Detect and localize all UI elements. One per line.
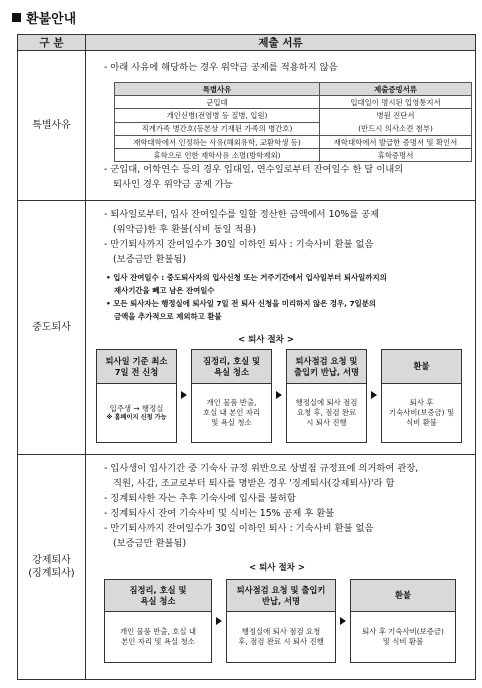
row-body-midway xyxy=(86,201,475,454)
step-header-line: 욕실 청소 xyxy=(140,595,176,606)
step-detail-line: 본인 자리 및 욕실 청소 xyxy=(121,637,195,646)
table-header xyxy=(18,35,475,51)
table-cell-line: (반드시 의사소견 첨부) xyxy=(358,124,433,133)
table-row xyxy=(115,109,472,123)
step-detail xyxy=(192,384,271,442)
midway-bullet-2b: (보증금만 환불됨) xyxy=(113,254,187,265)
step-detail-line: 개인 물품 반출, 호실 내 xyxy=(119,627,196,637)
table-cell: 재학대학에서 발급한 증명서 및 확인서 xyxy=(320,136,472,149)
step-detail xyxy=(97,384,176,442)
square-bullet-icon xyxy=(12,13,21,22)
table-cell: 직계가족 병간호(등본상 기재된 가족의 병간호) xyxy=(115,122,320,136)
midway-notes xyxy=(106,271,469,323)
step-header-line: 욕실 청소 xyxy=(214,366,249,377)
table-head-reason: 특별사유 xyxy=(115,83,320,96)
disc-step-2 xyxy=(226,579,336,663)
row-body-special xyxy=(86,51,475,200)
disciplinary-bullets xyxy=(104,461,465,551)
disc-bullet-1a: - 입사생이 입사기간 중 기숙사 규정 위반으로 상벌점 규정표에 의거하여 관장, xyxy=(104,463,419,474)
table-cell: 재학대학에서 인정하는 사유(해외유학, 교환학생 등) xyxy=(115,136,320,149)
arrow-right-icon xyxy=(181,391,187,399)
step-header-line: 짐정리, 호실 및 xyxy=(202,355,261,366)
step-header-line: 퇴사점검 요청 및 출입키 xyxy=(236,584,326,595)
header-documents: 제출 서류 xyxy=(258,37,303,49)
special-note-line2: 퇴사인 경우 위약금 공제 가능 xyxy=(113,179,233,190)
step-detail-line: 요청 후, 점검 완료 xyxy=(296,408,357,417)
step-detail-line: 및 욕실 청소 xyxy=(211,417,252,427)
step-detail-line: 행정실에 퇴사 점검 요청 xyxy=(241,627,321,637)
disc-bullet-1b: 직원, 사감, 조교로부터 퇴사를 명받은 경우 '징계퇴사(강제퇴사)'라 함 xyxy=(113,478,395,489)
midway-step-4 xyxy=(381,349,462,443)
midway-note-1a: • 입사 잔여일수 : 중도퇴사자의 입사신청 또는 거주기간에서 입사일부터 퇴사일까지의 xyxy=(106,273,387,282)
step-detail-line: 식비 환불 xyxy=(406,417,437,427)
disc-bullet-4a: - 만기퇴사까지 잔여일수가 30일 이하인 퇴사 : 기숙사비 환불 없음 xyxy=(104,523,374,534)
step-detail-line: 후, 점검 완료 시 퇴사 진행 xyxy=(238,637,324,646)
row-midway xyxy=(18,201,475,455)
row-label-line: 강제퇴사 xyxy=(32,554,71,566)
arrow-right-icon xyxy=(276,391,282,399)
midway-note-2a: • 모든 퇴사자는 행정실에 퇴사일 7일 전 퇴사 신청을 미리하지 않은 경우, 7일분의 xyxy=(106,299,377,308)
step-detail-line: 기숙사비(보증금) 및 xyxy=(388,408,455,417)
midway-note-2b: 금액을 추가적으로 제외하고 환불 xyxy=(114,312,222,321)
row-label-special: 특별사유 xyxy=(18,51,86,200)
step-header-line: 환불 xyxy=(413,361,430,372)
special-note xyxy=(104,162,465,192)
table-cell: 휴학으로 인한 재학사유 소멸(방학제외) xyxy=(115,149,320,162)
step-header xyxy=(351,580,455,612)
table-row xyxy=(115,96,472,109)
disc-bullet-2: - 징계퇴사한 자는 추후 기숙사에 입사를 불허함 xyxy=(104,493,296,504)
step-detail-line: 및 식비 환불 xyxy=(382,637,424,646)
table-row xyxy=(115,136,472,149)
row-disciplinary xyxy=(18,455,475,679)
step-header-line: 출입키 반납, 서명 xyxy=(293,366,360,377)
step-header xyxy=(105,580,211,612)
midway-bullet-1b: (위약금)한 후 환불(식비 동일 적용) xyxy=(113,224,257,235)
disc-step-3 xyxy=(350,579,456,663)
disciplinary-procedure-title: < 퇴사 절차 > xyxy=(249,563,305,573)
step-detail-line: 호실 내 본인 자리 xyxy=(202,408,261,417)
midway-bullet-2a: - 만기퇴사까지 잔여일수가 30일 이하인 퇴사 : 기숙사비 환불 없음 xyxy=(104,239,374,250)
step-header-line: 7일 전 신청 xyxy=(114,366,159,377)
table-head-proof: 제출증빙서류 xyxy=(320,83,472,96)
step-detail xyxy=(382,384,461,442)
table-cell: 입대일이 명시된 입영통지서 xyxy=(320,96,472,109)
disc-bullet-3: - 징계퇴사시 잔여 기숙사비 및 식비는 15% 공제 후 환불 xyxy=(104,508,335,519)
table-row xyxy=(115,83,472,96)
arrow-right-icon xyxy=(216,617,222,625)
step-detail xyxy=(351,612,455,662)
row-label-midway: 중도퇴사 xyxy=(18,201,86,454)
step-header-line: 환불 xyxy=(394,590,412,601)
row-special xyxy=(18,51,475,201)
midway-step-3 xyxy=(286,349,367,443)
step-header xyxy=(287,350,366,384)
special-intro: - 아래 사유에 해당하는 경우 위약금 공제를 적용하지 않음 xyxy=(104,62,338,73)
table-row xyxy=(115,149,472,162)
table-cell: 개인신병(전염병 등 질병, 입원) xyxy=(115,109,320,123)
arrow-right-icon xyxy=(371,391,377,399)
midway-step-2 xyxy=(191,349,272,443)
midway-step-1 xyxy=(96,349,177,443)
disc-bullet-4b: (보증금만 환불됨) xyxy=(113,538,187,549)
step-detail xyxy=(105,612,211,662)
step-detail-line: 행정실에 퇴사 점검 xyxy=(295,398,358,408)
step-detail-line: 시 퇴사 진행 xyxy=(306,417,347,427)
table-cell: 군입대 xyxy=(115,96,320,109)
header-category: 구 분 xyxy=(18,35,86,50)
step-detail-line: 입주생 → 행정실 xyxy=(109,403,164,413)
step-detail-line: 퇴사 후 xyxy=(409,398,434,408)
step-header-line: 퇴사일 기준 최소 xyxy=(105,355,168,366)
midway-bullet-1a: - 퇴사일로부터, 입사 잔여일수를 일할 정산한 금액에서 10%를 공제 xyxy=(104,209,380,220)
step-header xyxy=(382,350,461,384)
table-cell-line: 병원 진단서 xyxy=(376,111,415,120)
disc-step-1 xyxy=(104,579,212,663)
midway-procedure-title: < 퇴사 절차 > xyxy=(238,335,294,345)
row-body-disciplinary xyxy=(86,455,475,679)
table-cell: 휴학증명서 xyxy=(320,149,472,162)
step-detail xyxy=(287,384,366,442)
table-cell-merged xyxy=(320,109,472,136)
step-header xyxy=(227,580,335,612)
step-header-line: 짐정리, 호실 및 xyxy=(129,584,187,595)
step-header-line: 반납, 서명 xyxy=(261,595,301,606)
special-note-line1: - 군입대, 어학연수 등의 경우 입대일, 연수일로부터 잔여일수 한 달 이내의 xyxy=(104,164,404,175)
step-detail-note: ※ 홈페이지 신청 가능 xyxy=(106,413,167,421)
page-title xyxy=(12,8,76,27)
step-header-line: 퇴사점검 요청 및 xyxy=(295,355,358,366)
step-detail-line: 개인 물품 반출, xyxy=(206,398,257,408)
arrow-right-icon xyxy=(340,617,346,625)
row-label-disciplinary xyxy=(18,455,86,679)
midway-note-1b: 재사기간을 빼고 남은 잔여일수 xyxy=(114,286,215,295)
step-detail xyxy=(227,612,335,662)
step-header xyxy=(192,350,271,384)
special-reason-table xyxy=(114,82,472,162)
refund-table xyxy=(17,34,476,680)
row-label-line: (징계퇴사) xyxy=(28,568,75,579)
midway-bullets xyxy=(104,207,465,267)
step-detail-line: 퇴사 후 기숙사비(보증금) xyxy=(362,627,444,637)
page-title-text: 환불안내 xyxy=(26,12,77,27)
step-header xyxy=(97,350,176,384)
